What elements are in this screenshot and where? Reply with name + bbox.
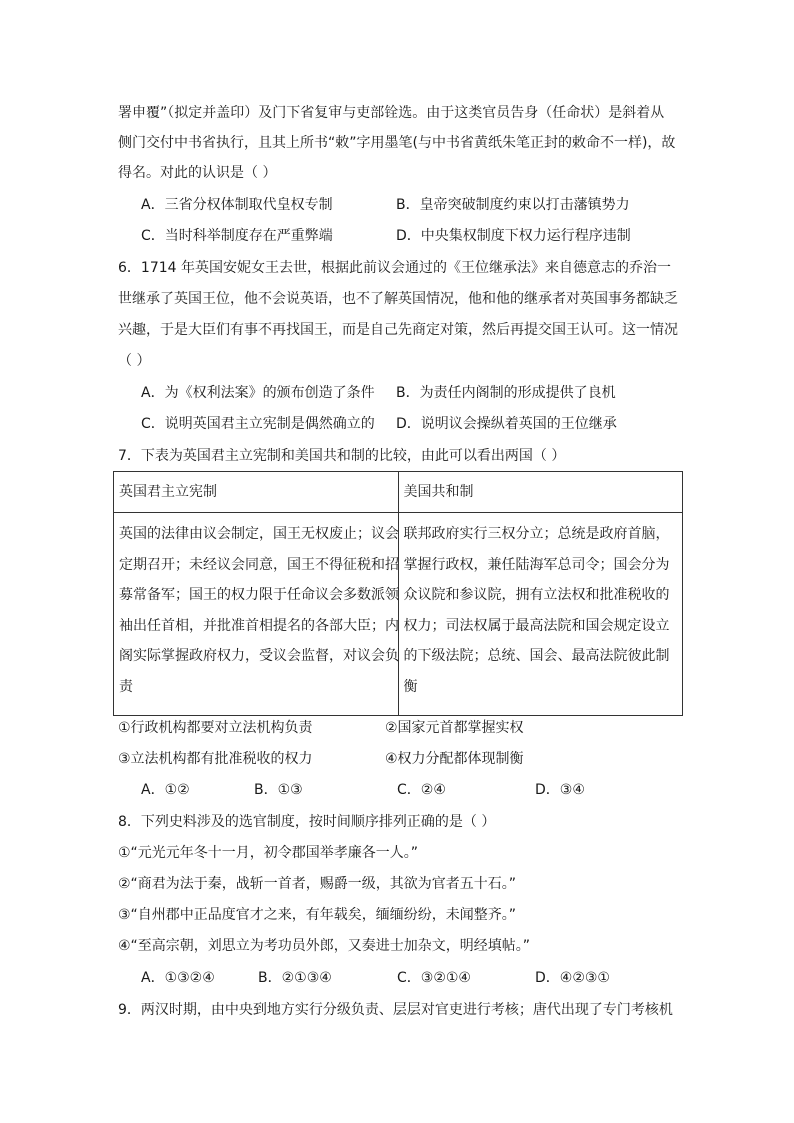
q6-option-d: D．说明议会操纵着英国的王位继承 [396, 416, 617, 432]
table-cell-line: 众议院和参议院，拥有立法权和批准税收的 [403, 587, 670, 604]
q7-statement-2: ②国家元首都掌握实权 [385, 720, 524, 736]
q7-statement-4: ④权力分配都体现制衡 [385, 751, 524, 767]
q5-text-line: 得名。对此的认识是（ ） [118, 165, 277, 181]
q6-option-c: C．说明英国君主立宪制是偶然确立的 [141, 416, 375, 432]
table-cell-line: 袖出任首相，并批准首相提名的各部大臣；内 [119, 617, 399, 634]
comparison-table [113, 471, 683, 716]
table-cell-line: 的下级法院；总统、国会、最高法院彼此制 [403, 648, 670, 665]
table-cell-line: 掌握行政权，兼任陆海军总司令；国会分为 [403, 556, 670, 573]
q6-option-a: A．为《权利法案》的颁布创造了条件 [141, 385, 375, 401]
q8-source-1: ①“元光元年冬十一月，初令郡国举孝廉各一人。” [118, 845, 419, 861]
table-cell-uk [114, 513, 399, 716]
table-cell-line: 定期召开；未经议会同意，国王不得征税和招 [119, 556, 399, 573]
q8-option-d: D．④②③① [535, 970, 610, 986]
q7-option-a: A．①② [141, 782, 190, 798]
q6-option-b: B．为责任内阁制的形成提供了良机 [396, 385, 616, 401]
q7-option-c: C．②④ [397, 782, 446, 798]
q5-option-b: B．皇帝突破制度约束以打击藩镇势力 [396, 197, 630, 213]
q6-stem-line: 兴趣，于是大臣们有事不再找国王，而是自己先商定对策，然后再提交国王认可。这一情况 [118, 322, 678, 338]
q8-option-b: B．②①③④ [258, 970, 332, 986]
table-cell-us [398, 513, 683, 716]
q5-option-d: D．中央集权制度下权力运行程序违制 [396, 228, 631, 244]
table-cell-line: 权力；司法权属于最高法院和国会规定设立 [403, 617, 670, 634]
q8-option-a: A．①③②④ [141, 970, 215, 986]
q8-stem: 8．下列史料涉及的选官制度，按时间顺序排列正确的是（ ） [118, 814, 496, 830]
table-cell-line: 责 [119, 678, 133, 695]
q6-stem-line: 世继承了英国王位，他不会说英语，也不了解英国情况，他和他的继承者对英国事务都缺乏 [118, 291, 678, 307]
q8-source-4: ④“至高宗朝，刘思立为考功员外郎，又奏进士加杂文，明经填帖。” [118, 938, 531, 954]
table-cell-line: 衡 [403, 678, 418, 695]
table-header-us: 美国共和制 [398, 472, 683, 513]
q5-text-line: 署申覆”（拟定并盖印）及门下省复审与吏部铨选。由于这类官员告身（任命状）是斜着从 [118, 105, 665, 121]
q8-source-2: ②“商君为法于秦，战斩一首者，赐爵一级，其欲为官者五十石。” [118, 876, 517, 892]
q5-option-c: C．当时科举制度存在严重弊端 [141, 228, 333, 244]
q7-stem: 7．下表为英国君主立宪制和美国共和制的比较，由此可以看出两国（ ） [118, 448, 566, 464]
q9-stem: 9．两汉时期，由中央到地方实行分级负责、层层对官吏进行考核；唐代出现了专门考核机 [118, 1002, 673, 1018]
table-cell-line: 英国的法律由议会制定，国王无权废止；议会 [119, 526, 399, 542]
table-header-uk: 英国君主立宪制 [114, 472, 399, 513]
q7-statement-1: ①行政机构都要对立法机构负责 [118, 720, 313, 736]
q5-text-line: 侧门交付中书省执行，且其上所书“敕”字用墨笔(与中书省黄纸朱笔正封的敕命不一样)，故 [118, 135, 676, 151]
q8-source-3: ③“自州郡中正品度官才之来，有年载矣，缅缅纷纷，未闻整齐。” [118, 907, 517, 923]
q7-option-d: D．③④ [535, 782, 585, 798]
table-cell-line: 阁实际掌握政府权力，受议会监督，对议会负 [119, 648, 399, 665]
table-cell-line: 联邦政府实行三权分立；总统是政府首脑， [403, 526, 670, 542]
q5-option-a: A．三省分权体制取代皇权专制 [141, 197, 333, 213]
table-cell-line: 募常备军；国王的权力限于任命议会多数派领 [119, 587, 399, 604]
q6-stem-line: 6．1714 年英国安妮女王去世，根据此前议会通过的《王位继承法》来自德意志的乔治一 [118, 260, 671, 276]
q8-option-c: C．③②①④ [397, 970, 471, 986]
q7-option-b: B．①③ [254, 782, 303, 798]
q6-stem-line: （ ） [118, 353, 151, 369]
q7-statement-3: ③立法机构都有批准税收的权力 [118, 751, 313, 767]
